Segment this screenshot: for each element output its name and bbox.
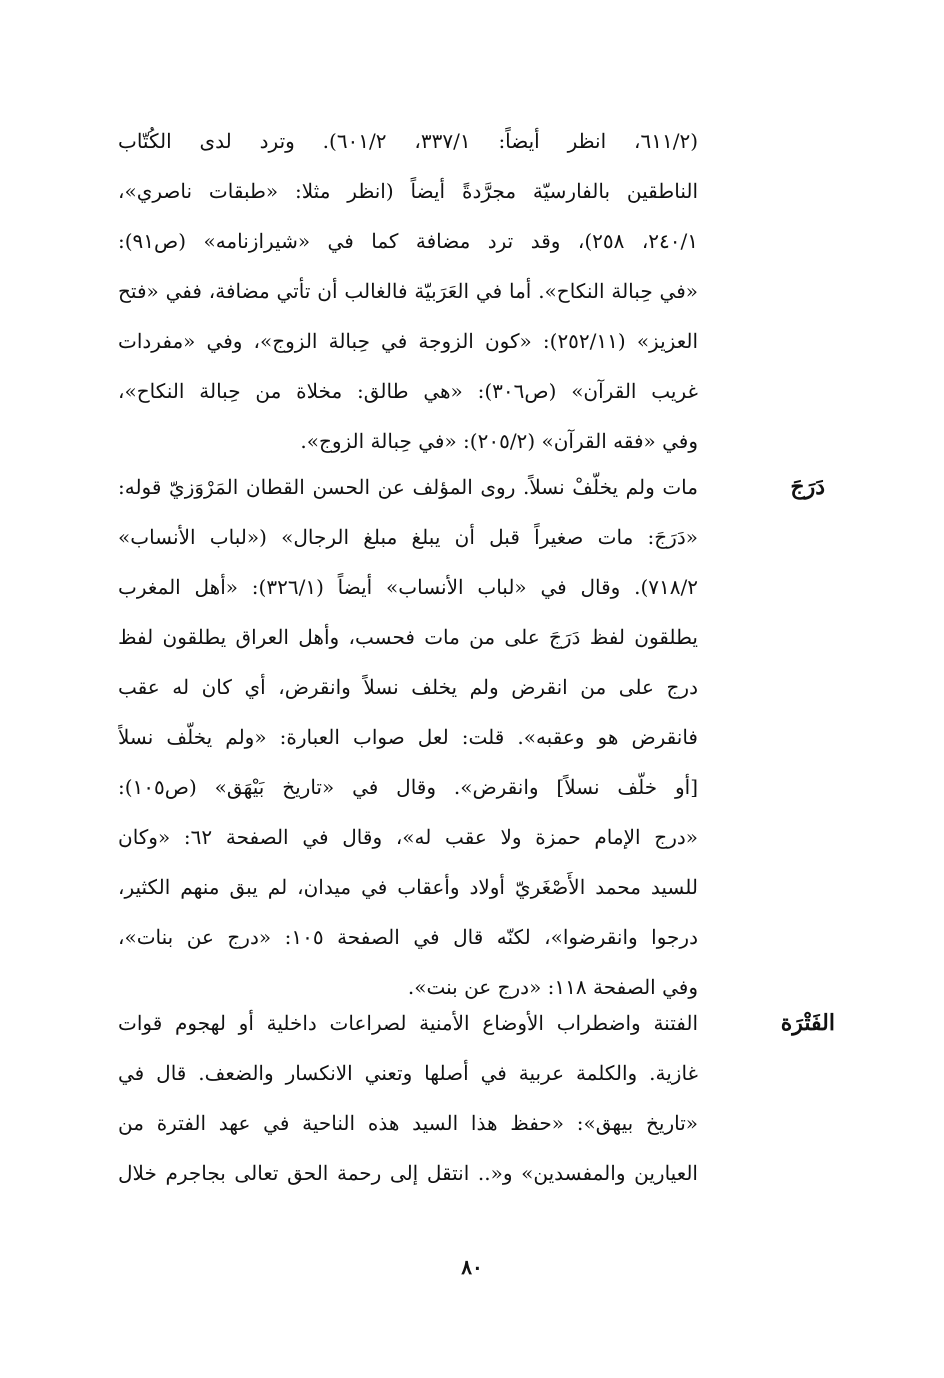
- text-line: (٦١١/٢، انظر أيضاً: ٣٣٧/١، ٦٠١/٢). وترد لدى الكُتّاب: [118, 129, 698, 153]
- text-line: الناطقين بالفارسيّة مجرَّدةً أيضاً (انظر مثلا: «طبقات ناصري»،: [118, 179, 698, 203]
- text-line: غازية. والكلمة عربية في أصلها وتعني الانكسار والضعف. قال في: [118, 1061, 698, 1085]
- page-number: ٨٠: [461, 1255, 483, 1279]
- entry-headword-fatra: الفَتْرَة: [780, 1010, 835, 1036]
- text-line: فانقرض هو وعقبه». قلت: لعل صواب العبارة: «ولم يخلّف نسلاً: [118, 725, 698, 749]
- text-line: درجوا وانقرضوا»، لكنّه قال في الصفحة ١٠٥: «درج عن بنات»،: [118, 925, 698, 949]
- text-line: «درج الإمام حمزة ولا عقب له»، وقال في الصفحة ٦٢: «وكان: [118, 825, 698, 849]
- text-line: [أو خلّف نسلاً] وانقرض». وقال في «تاريخ بَيْهَق» (ص١٠٥):: [118, 775, 698, 799]
- text-line: ٢٤٠/١، ٢٥٨)، وقد ترد مضافة كما في «شيرازنامه» (ص٩١):: [118, 229, 698, 253]
- text-line: «دَرَجَ: مات صغيراً قبل أن يبلغ مبلغ الرجال» («لباب الأنساب»: [118, 525, 698, 549]
- text-line: مات ولم يخلّفْ نسلاً. روى المؤلف عن الحسن القطان المَرْوَزيّ قوله:: [118, 475, 698, 499]
- text-line: للسيد محمد الأَصْغَريّ أولاد وأعقاب في ميدان، لم يبق منهم الكثير،: [118, 875, 698, 899]
- text-line: يطلقون لفظ دَرَجَ على من مات فحسب، وأهل العراق يطلقون لفظ: [118, 625, 698, 649]
- text-line: الفتنة واضطراب الأوضاع الأمنية لصراعات داخلية أو لهجوم قوات: [118, 1011, 698, 1035]
- text-line: ٧١٨/٢). وقال في «لباب الأنساب» أيضاً (٣٢٦/١): «أهل المغرب: [118, 575, 698, 599]
- text-line: وفي «فقه القرآن» (٢٠٥/٢): «في حِبالة الزوج».: [300, 429, 698, 453]
- text-line: «في حِبالة النكاح». أما في العَرَبيّة فالغالب أن تأتي مضافة، ففي «فتح: [118, 279, 698, 303]
- text-line: وفي الصفحة ١١٨: «درج عن بنت».: [407, 975, 698, 999]
- text-line: درج على من انقرض ولم يخلف نسلاً وانقرض، أي كان له عقب: [118, 675, 698, 699]
- text-line: «تاريخ بيهق»: «حفظ هذا السيد هذه الناحية في عهد الفترة من: [118, 1111, 698, 1135]
- text-line: غريب القرآن» (ص٣٠٦): «هي طالق: مخلاة من حِبالة النكاح»،: [118, 379, 698, 403]
- text-line: العزيز» (٢٥٢/١١): «كون الزوجة في حِبالة الزوج»، وفي «مفردات: [118, 329, 698, 353]
- entry-headword-daraj: دَرَجَ: [790, 474, 825, 500]
- text-line: العيارين والمفسدين» و«.. انتقل إلى رحمة الحق تعالى بجاجرم خلال: [118, 1161, 698, 1185]
